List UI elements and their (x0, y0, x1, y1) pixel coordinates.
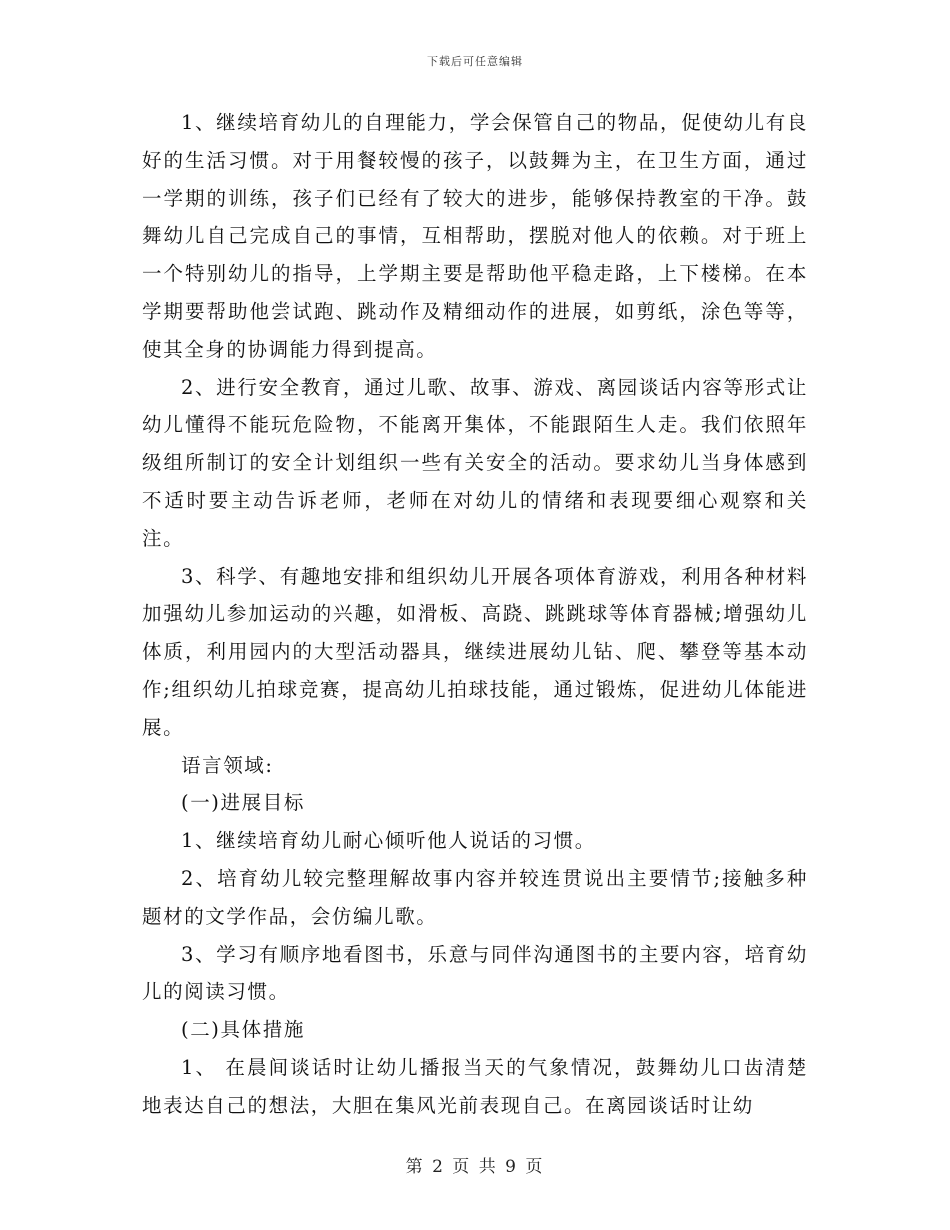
paragraph-sports-games: 3、科学、有趣地安排和组织幼儿开展各项体育游戏，利用各种材料加强幼儿参加运动的兴趣，如滑板、高跷、跳跳球等体育器械;增强幼儿体质，利用园内的大型活动器具，继续进展幼儿钻、爬、攀登等基本动作;组织幼儿拍球竞赛，提高幼儿拍球技能，通过锻炼，促进幼儿体能进展。 (142, 564, 808, 739)
page-header-note: 下载后可任意编辑 (427, 55, 523, 68)
measure-item-1: 1、 在晨间谈话时让幼儿播报当天的气象情况，鼓舞幼儿口齿清楚地表达自己的想法，大胆在集风光前表现自己。在离园谈话时让幼 (142, 1055, 808, 1117)
subheading-goals: (一)进展目标 (181, 791, 305, 815)
paragraph-safety-education: 2、进行安全教育，通过儿歌、故事、游戏、离园谈话内容等形式让幼儿懂得不能玩危险物，不能离开集体，不能跟陌生人走。我们依照年级组所制订的安全计划组织一些有关安全的活动。要求幼儿当身体感到不适时要主动告诉老师，老师在对幼儿的情绪和表现要细心观察和关注。 (142, 375, 808, 550)
goal-item-3: 3、学习有顺序地看图书，乐意与同伴沟通图书的主要内容，培育幼儿的阅读习惯。 (142, 942, 808, 1004)
page-number: 第 2 页 共 9 页 (405, 1157, 545, 1177)
goal-item-2: 2、培育幼儿较完整理解故事内容并较连贯说出主要情节;接触多种题材的文学作品，会仿编儿歌。 (142, 866, 808, 928)
section-heading-language: 语言领域: (181, 753, 274, 777)
goal-item-1: 1、继续培育幼儿耐心倾听他人说话的习惯。 (181, 829, 596, 853)
subheading-measures: (二)具体措施 (181, 1018, 305, 1042)
paragraph-self-care: 1、继续培育幼儿的自理能力，学会保管自己的物品，促使幼儿有良好的生活习惯。对于用餐较慢的孩子，以鼓舞为主，在卫生方面，通过一学期的训练，孩子们已经有了较大的进步，能够保持教室的干净。鼓舞幼儿自己完成自己的事情，互相帮助，摆脱对他人的依赖。对于班上一个特别幼儿的指导，上学期主要是帮助他平稳走路，上下楼梯。在本学期要帮助他尝试跑、跳动作及精细动作的进展，如剪纸，涂色等等，使其全身的协调能力得到提高。 (142, 111, 808, 361)
document-body (142, 104, 808, 1125)
